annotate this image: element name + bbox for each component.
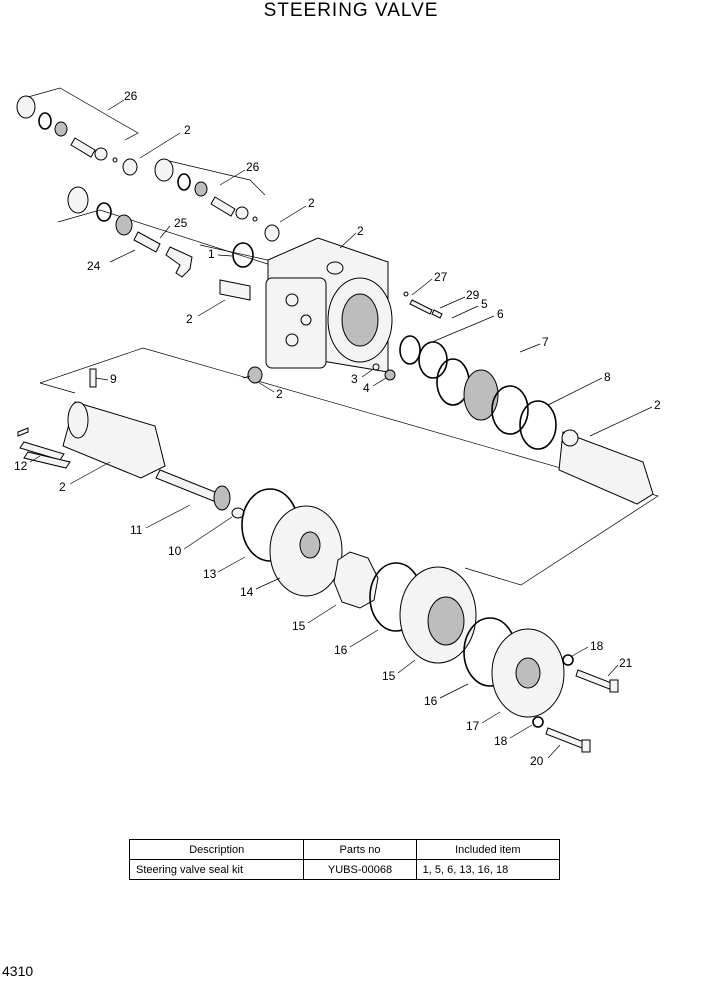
callout-21: 21 (619, 656, 633, 670)
pin-27-29 (404, 292, 442, 318)
callout-2: 2 (308, 196, 315, 210)
drive-shaft-11 (156, 470, 230, 510)
callout-2: 2 (186, 312, 193, 326)
callout-26: 26 (246, 160, 260, 174)
callout-4: 4 (363, 381, 370, 395)
callout-8: 8 (604, 370, 611, 384)
callout-25: 25 (174, 216, 188, 230)
column-header-description: Description (130, 840, 304, 860)
sleeve-2 (559, 430, 653, 504)
gear-rotor-15 (334, 552, 378, 608)
column-header-included-item: Included item (416, 840, 559, 860)
column-header-parts-no: Parts no (304, 840, 416, 860)
callout-20: 20 (530, 754, 544, 768)
callout-6: 6 (497, 307, 504, 321)
callout-15: 15 (292, 619, 306, 633)
callout-27: 27 (434, 270, 448, 284)
relief-valve-kit-26-upper (17, 96, 117, 162)
callout-16: 16 (424, 694, 438, 708)
distributor-plate-14 (270, 506, 342, 596)
callout-7: 7 (542, 335, 549, 349)
plug-1 (220, 243, 253, 300)
callout-2: 2 (276, 387, 283, 401)
callout-2: 2 (357, 224, 364, 238)
callout-2: 2 (654, 398, 661, 412)
callout-10: 10 (168, 544, 182, 558)
callout-13: 13 (203, 567, 217, 581)
callout-3: 3 (351, 372, 358, 386)
cell-description: Steering valve seal kit (130, 860, 304, 880)
valve-housing (266, 238, 392, 372)
callout-1: 1 (208, 247, 215, 261)
callout-26: 26 (124, 89, 138, 103)
callout-9: 9 (110, 372, 117, 386)
table-header-row (130, 840, 560, 860)
callout-2: 2 (59, 480, 66, 494)
pin-9 (90, 369, 96, 387)
callout-2: 2 (184, 123, 191, 137)
screw-20 (546, 728, 590, 752)
callout-12: 12 (14, 459, 28, 473)
page-title: STEERING VALVE (263, 0, 439, 21)
page-number: 4310 (2, 963, 34, 979)
callout-5: 5 (481, 297, 488, 311)
callout-18: 18 (590, 639, 604, 653)
spool-2 (63, 402, 165, 478)
callout-29: 29 (466, 288, 480, 302)
callout-15: 15 (382, 669, 396, 683)
cell-parts-no: YUBS-00068 (304, 860, 416, 880)
callout-14: 14 (240, 585, 254, 599)
table-row (130, 860, 560, 880)
cell-included-item: 1, 5, 6, 13, 16, 18 (416, 860, 559, 880)
callout-17: 17 (466, 719, 480, 733)
end-cover-17 (492, 629, 564, 717)
callout-18: 18 (494, 734, 508, 748)
screw-21 (576, 670, 618, 692)
callout-24: 24 (87, 259, 101, 273)
seal-rings-5-8 (400, 336, 556, 449)
callout-16: 16 (334, 643, 348, 657)
fitting-2 (243, 367, 262, 383)
seal-kit-table (129, 839, 560, 880)
callout-11: 11 (130, 523, 143, 537)
